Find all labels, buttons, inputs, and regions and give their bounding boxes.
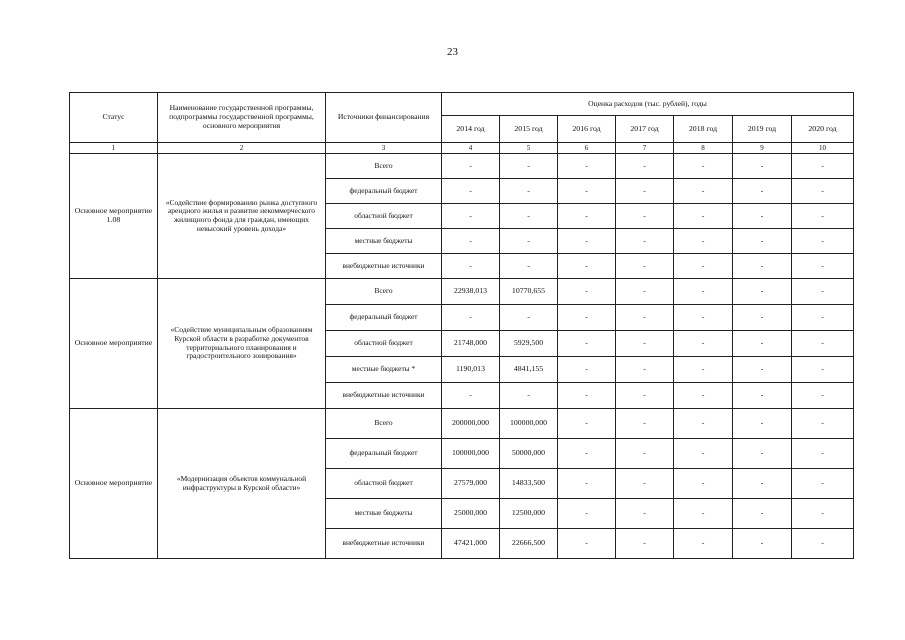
value-cell: -: [674, 439, 733, 469]
value-cell: -: [616, 499, 674, 529]
value-cell: -: [792, 154, 854, 179]
funding-source-cell: областной бюджет: [326, 204, 442, 229]
column-number: 2: [158, 143, 326, 154]
budget-table: [69, 92, 854, 559]
value-cell: -: [792, 409, 854, 439]
value-cell: -: [616, 469, 674, 499]
value-cell: -: [500, 383, 558, 409]
value-cell: -: [500, 154, 558, 179]
value-cell: -: [616, 154, 674, 179]
value-cell: -: [674, 409, 733, 439]
header-year: 2020 год: [792, 116, 854, 143]
value-cell: -: [733, 499, 792, 529]
column-number: 5: [500, 143, 558, 154]
column-number: 4: [442, 143, 500, 154]
header-sources: Источники финансирования: [326, 93, 442, 143]
value-cell: 27579,000: [442, 469, 500, 499]
column-number: 8: [674, 143, 733, 154]
value-cell: -: [792, 357, 854, 383]
value-cell: -: [558, 383, 616, 409]
value-cell: -: [733, 409, 792, 439]
value-cell: 14833,500: [500, 469, 558, 499]
value-cell: -: [792, 439, 854, 469]
value-cell: -: [616, 204, 674, 229]
value-cell: -: [733, 179, 792, 204]
value-cell: -: [442, 229, 500, 254]
value-cell: -: [616, 305, 674, 331]
value-cell: -: [616, 409, 674, 439]
event-name-cell: «Содействие формированию рынка доступного арендного жилья и развитие некоммерческого жилищного фонда для граждан, имеющих невысокий уровень дохода»: [158, 154, 326, 279]
header-name: Наименование государственной программы, подпрограммы государственной программы, основного мероприятия: [158, 93, 326, 143]
value-cell: -: [792, 204, 854, 229]
value-cell: 12500,000: [500, 499, 558, 529]
value-cell: -: [616, 229, 674, 254]
funding-source-cell: Всего: [326, 409, 442, 439]
status-cell: Основное мероприятие: [70, 409, 158, 559]
value-cell: -: [733, 357, 792, 383]
header-year: 2017 год: [616, 116, 674, 143]
header-year: 2018 год: [674, 116, 733, 143]
page-number: 23: [447, 46, 458, 58]
value-cell: -: [674, 179, 733, 204]
funding-source-cell: местные бюджеты: [326, 229, 442, 254]
value-cell: -: [733, 254, 792, 279]
table-row: [70, 279, 854, 305]
value-cell: -: [733, 439, 792, 469]
column-number: 1: [70, 143, 158, 154]
value-cell: 47421,000: [442, 529, 500, 559]
value-cell: -: [733, 529, 792, 559]
value-cell: -: [733, 383, 792, 409]
value-cell: -: [616, 357, 674, 383]
value-cell: -: [616, 383, 674, 409]
value-cell: -: [616, 529, 674, 559]
value-cell: 22938,013: [442, 279, 500, 305]
funding-source-cell: федеральный бюджет: [326, 439, 442, 469]
header-year: 2014 год: [442, 116, 500, 143]
value-cell: -: [616, 279, 674, 305]
header-row: [70, 93, 854, 116]
value-cell: -: [558, 469, 616, 499]
value-cell: -: [674, 305, 733, 331]
funding-source-cell: внебюджетные источники: [326, 254, 442, 279]
value-cell: -: [674, 204, 733, 229]
funding-source-cell: федеральный бюджет: [326, 179, 442, 204]
value-cell: -: [792, 383, 854, 409]
funding-source-cell: Всего: [326, 279, 442, 305]
funding-source-cell: внебюджетные источники: [326, 383, 442, 409]
value-cell: 200000,000: [442, 409, 500, 439]
header-status: Статус: [70, 93, 158, 143]
column-number: 6: [558, 143, 616, 154]
value-cell: -: [442, 305, 500, 331]
value-cell: -: [558, 529, 616, 559]
value-cell: -: [558, 229, 616, 254]
value-cell: -: [733, 305, 792, 331]
value-cell: -: [558, 439, 616, 469]
value-cell: -: [733, 154, 792, 179]
header-estimate: Оценка расходов (тыс. рублей), годы: [442, 93, 854, 116]
value-cell: -: [558, 409, 616, 439]
funding-source-cell: областной бюджет: [326, 469, 442, 499]
value-cell: -: [733, 279, 792, 305]
column-number: 7: [616, 143, 674, 154]
value-cell: -: [733, 469, 792, 499]
funding-source-cell: Всего: [326, 154, 442, 179]
value-cell: -: [674, 357, 733, 383]
status-cell: Основное мероприятие: [70, 279, 158, 409]
value-cell: -: [558, 305, 616, 331]
value-cell: 22666,500: [500, 529, 558, 559]
value-cell: 10770,655: [500, 279, 558, 305]
funding-source-cell: внебюджетные источники: [326, 529, 442, 559]
value-cell: -: [674, 154, 733, 179]
funding-source-cell: местные бюджеты *: [326, 357, 442, 383]
value-cell: -: [442, 383, 500, 409]
value-cell: -: [792, 499, 854, 529]
funding-source-cell: федеральный бюджет: [326, 305, 442, 331]
value-cell: -: [442, 204, 500, 229]
value-cell: -: [558, 154, 616, 179]
value-cell: -: [500, 204, 558, 229]
column-numbers-row: [70, 143, 854, 154]
value-cell: -: [674, 279, 733, 305]
value-cell: -: [674, 229, 733, 254]
value-cell: -: [616, 331, 674, 357]
funding-source-cell: местные бюджеты: [326, 499, 442, 529]
table-row: [70, 409, 854, 439]
value-cell: -: [674, 469, 733, 499]
value-cell: -: [792, 331, 854, 357]
event-name-cell: «Содействие муниципальным образованиям Курской области в разработке документов территориального планирования и градостроительного зонирования»: [158, 279, 326, 409]
value-cell: -: [558, 204, 616, 229]
header-year: 2019 год: [733, 116, 792, 143]
funding-source-cell: областной бюджет: [326, 331, 442, 357]
value-cell: 50000,000: [500, 439, 558, 469]
value-cell: -: [733, 229, 792, 254]
value-cell: -: [500, 305, 558, 331]
header-year: 2015 год: [500, 116, 558, 143]
value-cell: -: [792, 229, 854, 254]
value-cell: -: [674, 331, 733, 357]
value-cell: -: [442, 179, 500, 204]
value-cell: -: [558, 357, 616, 383]
column-number: 3: [326, 143, 442, 154]
header-year: 2016 год: [558, 116, 616, 143]
value-cell: -: [616, 254, 674, 279]
column-number: 10: [792, 143, 854, 154]
event-name-cell: «Модернизация объектов коммунальной инфраструктуры в Курской области»: [158, 409, 326, 559]
value-cell: -: [558, 499, 616, 529]
value-cell: 5929,500: [500, 331, 558, 357]
table-row: [70, 154, 854, 179]
value-cell: -: [616, 179, 674, 204]
value-cell: -: [500, 254, 558, 279]
value-cell: -: [792, 279, 854, 305]
value-cell: -: [500, 179, 558, 204]
value-cell: -: [558, 254, 616, 279]
status-cell: Основное мероприятие 1.08: [70, 154, 158, 279]
value-cell: -: [674, 383, 733, 409]
value-cell: -: [442, 154, 500, 179]
value-cell: -: [792, 254, 854, 279]
value-cell: -: [616, 439, 674, 469]
value-cell: -: [733, 331, 792, 357]
value-cell: -: [792, 469, 854, 499]
value-cell: 100000,000: [442, 439, 500, 469]
value-cell: -: [442, 254, 500, 279]
value-cell: -: [733, 204, 792, 229]
value-cell: 21748,000: [442, 331, 500, 357]
value-cell: 4841,155: [500, 357, 558, 383]
value-cell: -: [500, 229, 558, 254]
value-cell: 1190,013: [442, 357, 500, 383]
value-cell: 100000,000: [500, 409, 558, 439]
value-cell: -: [674, 254, 733, 279]
value-cell: -: [674, 529, 733, 559]
value-cell: -: [792, 179, 854, 204]
value-cell: -: [792, 529, 854, 559]
value-cell: -: [558, 279, 616, 305]
value-cell: -: [792, 305, 854, 331]
value-cell: -: [558, 179, 616, 204]
value-cell: 25000,000: [442, 499, 500, 529]
value-cell: -: [674, 499, 733, 529]
column-number: 9: [733, 143, 792, 154]
value-cell: -: [558, 331, 616, 357]
